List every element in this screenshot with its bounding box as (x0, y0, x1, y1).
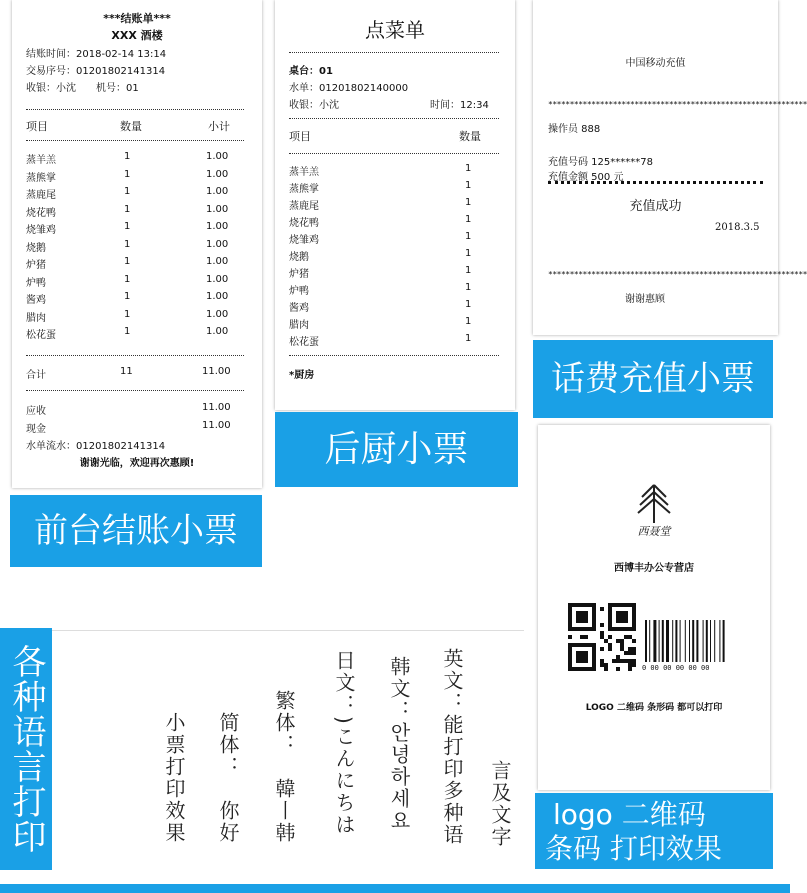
item-name: 烧雏鸡 (26, 225, 56, 236)
cash-value: 11.00 (202, 420, 231, 431)
lang-line-english-cont: 言及文字 (488, 760, 512, 848)
checkout-info-serial: 交易序号：01201802141314 (26, 66, 166, 77)
lang-line-english: 英文：能打印多种语 (440, 648, 464, 846)
divider (289, 153, 499, 154)
item-subtotal: 1.00 (206, 203, 229, 215)
item-name: 烧花鸭 (289, 218, 319, 229)
item-name: 蒸鹿尾 (26, 190, 56, 201)
item-name: 酱鸡 (26, 295, 46, 306)
item-name: 炉猪 (289, 269, 309, 280)
item-qty: 1 (124, 326, 131, 337)
topup-operator: 操作员 888 (548, 124, 601, 135)
order-title: 点菜单 (365, 18, 425, 42)
checkout-thanks: 谢谢光临，欢迎再次惠顾! (79, 458, 195, 469)
barcode-number: 0 00 00 00 00 00 (642, 664, 710, 672)
star-divider: ************************************************************ (548, 100, 807, 109)
item-name: 松花蛋 (26, 330, 56, 341)
item-name: 蒸鹿尾 (289, 201, 319, 212)
bottom-stripe (0, 884, 790, 893)
item-subtotal: 1.00 (206, 151, 229, 162)
total-sum: 11.00 (202, 366, 231, 377)
item-qty: 1 (124, 168, 131, 180)
item-subtotal: 1.00 (206, 326, 229, 337)
item-name: 松花蛋 (289, 337, 319, 348)
item-qty: 1 (465, 265, 472, 276)
store-name: 西博丰办公专营店 (614, 563, 694, 574)
item-qty: 1 (465, 282, 472, 293)
col-header-qty: 数量 (120, 120, 142, 133)
brand-mark: 西聂堂 (637, 525, 671, 538)
kitchen-receipt (275, 0, 515, 410)
banner-topup: 话费充值小票 (533, 340, 773, 418)
item-qty: 1 (124, 221, 131, 232)
star-divider: ************************************************************ (548, 270, 807, 279)
topup-thanks: 谢谢惠顾 (625, 294, 665, 305)
divider (289, 355, 499, 356)
divider (26, 390, 244, 391)
checkout-info-time: 结账时间：2018-02-14 13:14 (26, 49, 167, 60)
item-qty: 1 (465, 197, 472, 208)
banner-logo (535, 793, 773, 869)
item-name: 蒸熊掌 (26, 172, 56, 184)
item-qty: 1 (465, 214, 472, 225)
topup-amount: 充值金额 500 元 (548, 172, 624, 183)
due-value: 11.00 (202, 402, 231, 413)
divider (289, 118, 499, 119)
order-footer: *厨房 (289, 370, 315, 381)
divider (289, 52, 499, 53)
checkout-serial: 水单流水：01201802141314 (26, 441, 166, 452)
item-subtotal: 1.00 (206, 168, 229, 180)
banner-languages: 各种语言打印 (0, 628, 52, 870)
item-qty: 1 (124, 203, 131, 215)
item-qty: 1 (124, 273, 131, 285)
tree-logo-icon (634, 483, 674, 523)
item-name: 蒸羊羔 (289, 167, 319, 178)
checkout-header: ***结账单*** (103, 12, 171, 25)
cash-label: 现金 (26, 424, 46, 435)
item-name: 烧鹅 (289, 252, 309, 263)
lang-line-title: 小票打印效果 (162, 712, 186, 844)
banner-logo-line1: logo 二维码 (553, 798, 706, 831)
lang-line-korean: 韩文：안녕하세요 (387, 656, 411, 832)
banner-checkout: 前台结账小票 (10, 495, 262, 567)
item-subtotal: 1.00 (206, 256, 229, 267)
col-header-item: 项目 (26, 120, 48, 133)
topup-result: 充值成功 (629, 199, 682, 214)
lang-line-simplified: 简体： 你好 (216, 712, 240, 844)
col-header-subtotal: 小计 (208, 120, 230, 133)
item-subtotal: 1.00 (206, 273, 229, 285)
divider (26, 140, 244, 141)
item-name: 炉猪 (26, 260, 46, 271)
order-cashier: 收银：小沈 (289, 100, 339, 111)
qr-code-icon (568, 603, 636, 671)
item-qty: 1 (465, 333, 472, 344)
item-qty: 1 (124, 291, 131, 302)
item-qty: 1 (465, 248, 472, 259)
banner-logo-line2: 条码 打印效果 (545, 832, 722, 865)
order-time: 时间：12:34 (430, 100, 489, 111)
order-col-item: 项目 (289, 130, 311, 143)
total-qty: 11 (120, 366, 133, 377)
item-subtotal: 1.00 (206, 238, 229, 250)
barcode-icon (644, 620, 736, 662)
item-name: 炉鸭 (289, 286, 309, 297)
topup-receipt (533, 0, 807, 335)
checkout-store: XXX 酒楼 (111, 29, 163, 42)
item-subtotal: 1.00 (206, 308, 229, 320)
item-qty: 1 (465, 163, 472, 174)
logo-note: LOGO 二维码 条形码 都可以打印 (585, 703, 723, 713)
order-col-qty: 数量 (459, 130, 481, 143)
checkout-info-cashier: 收银：小沈 机号：01 (26, 83, 139, 94)
banner-kitchen: 后厨小票 (275, 412, 518, 487)
item-name: 烧鹅 (26, 242, 46, 254)
item-qty: 1 (124, 238, 131, 250)
item-qty: 1 (465, 180, 472, 191)
item-name: 蒸羊羔 (26, 155, 56, 166)
item-qty: 1 (465, 231, 472, 242)
checkout-receipt (12, 0, 262, 488)
item-qty: 1 (124, 256, 131, 267)
due-label: 应收 (26, 406, 46, 417)
item-qty: 1 (124, 151, 131, 162)
item-name: 烧花鸭 (26, 207, 56, 219)
item-qty: 1 (124, 308, 131, 320)
topup-title: 中国移动充值 (625, 58, 686, 69)
order-number: 水单：01201802140000 (289, 83, 409, 94)
divider (26, 355, 244, 356)
item-name: 腊肉 (26, 312, 46, 324)
item-subtotal: 1.00 (206, 186, 229, 197)
topup-number: 充值号码 125******78 (548, 157, 653, 168)
item-name: 炉鸭 (26, 277, 46, 289)
lang-line-traditional: 繁体： 韓丨韩 (272, 690, 296, 844)
thick-dot-divider (548, 181, 763, 184)
divider (26, 109, 244, 110)
item-name: 烧雏鸡 (289, 235, 319, 246)
item-name: 蒸熊掌 (289, 184, 319, 195)
logo-receipt (538, 425, 770, 790)
lang-line-japanese: 日文：)こんにちは (332, 650, 356, 836)
item-qty: 1 (124, 186, 131, 197)
item-subtotal: 1.00 (206, 221, 229, 232)
order-table: 桌台：01 (289, 66, 333, 77)
item-qty: 1 (465, 316, 472, 327)
item-qty: 1 (465, 299, 472, 310)
item-name: 腊肉 (289, 320, 309, 331)
topup-date: 2018.3.5 (715, 222, 760, 233)
item-subtotal: 1.00 (206, 291, 229, 302)
total-label: 合计 (26, 370, 46, 381)
item-name: 酱鸡 (289, 303, 309, 314)
